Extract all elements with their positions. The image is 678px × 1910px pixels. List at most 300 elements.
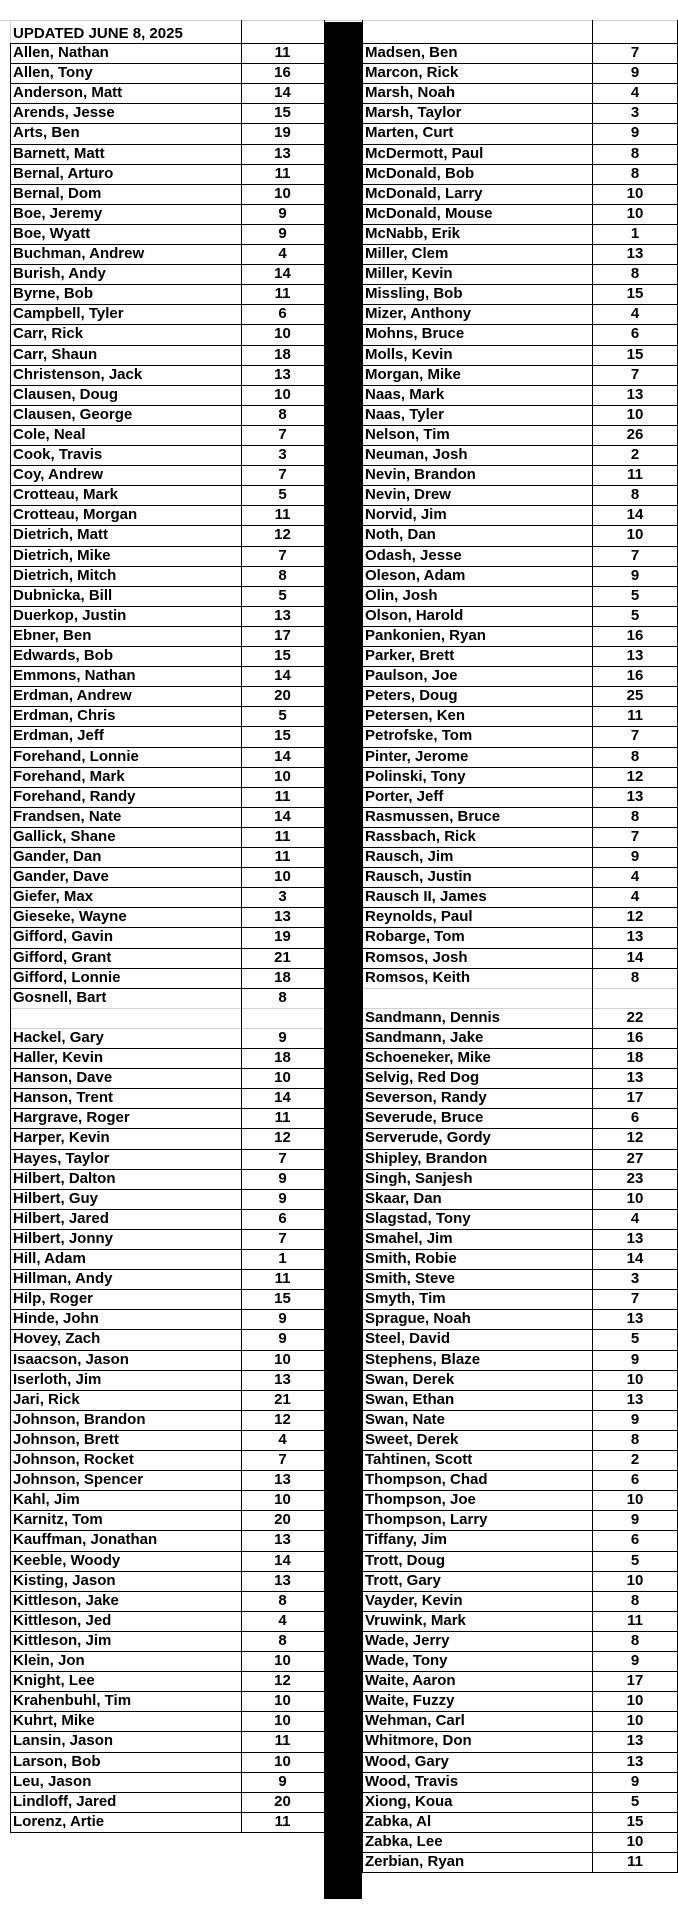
right-name-cell: Stephens, Blaze (365, 1350, 481, 1368)
grid-line-left (10, 1068, 324, 1069)
table-row (0, 1651, 678, 1671)
left-value-cell: 12 (274, 1410, 291, 1428)
left-name-cell: Edwards, Bob (13, 647, 114, 664)
grid-line-right (362, 1671, 678, 1672)
grid-line-left (10, 244, 324, 245)
right-value-cell: 16 (626, 1028, 644, 1046)
right-value-cell: 7 (630, 546, 640, 564)
right-name-cell: Petrofske, Tom (365, 727, 473, 745)
table-row (0, 304, 678, 324)
grid-line-right (362, 1752, 678, 1753)
table-row (0, 1711, 678, 1731)
grid-line-right (362, 224, 678, 225)
left-value-cell: 11 (274, 506, 291, 524)
table-row (0, 1551, 678, 1571)
right-value-cell: 9 (630, 1410, 640, 1428)
grid-line-left (10, 787, 324, 788)
right-value-cell: 8 (630, 807, 640, 825)
left-value-cell: 12 (274, 1672, 291, 1690)
grid-line-right (362, 747, 678, 748)
grid-line-right (362, 706, 678, 707)
right-name-cell: Marcon, Rick (365, 64, 459, 82)
grid-line-left (10, 345, 324, 346)
grid-line-left (10, 1128, 324, 1129)
grid-line-left (10, 1108, 324, 1109)
left-value-cell: 14 (274, 1551, 291, 1569)
left-name-cell (10, 1008, 240, 1028)
left-name-cell: Dietrich, Matt (13, 526, 109, 544)
grid-line-left (10, 1229, 324, 1230)
left-value-cell: 11 (274, 787, 291, 805)
left-name-cell: Lorenz, Artie (13, 1812, 105, 1830)
table-row (0, 867, 678, 887)
right-name-cell: Noth, Dan (365, 526, 436, 544)
table-row (0, 63, 678, 83)
left-value-cell: 9 (278, 224, 287, 242)
right-value-cell: 17 (626, 1089, 644, 1107)
grid-line-left (10, 566, 324, 567)
grid-line-vertical (592, 20, 593, 1872)
grid-line-right (362, 606, 678, 607)
grid-line-left (10, 1149, 324, 1150)
left-value-cell: 18 (274, 1049, 291, 1066)
right-value-cell: 10 (626, 1692, 644, 1710)
grid-line-right (362, 1329, 678, 1330)
left-value-cell: 9 (278, 1189, 287, 1207)
left-value-cell: 10 (274, 767, 291, 785)
grid-line-right (362, 1832, 678, 1833)
grid-line-left (10, 1410, 324, 1411)
right-name-cell: Mohns, Bruce (365, 325, 465, 343)
grid-line-left (10, 927, 324, 928)
grid-line-left (10, 1350, 324, 1351)
grid-line-vertical (362, 20, 363, 1872)
right-name-cell: Smith, Steve (365, 1270, 456, 1288)
grid-line-left (10, 63, 324, 64)
grid-line-right (362, 1068, 678, 1069)
left-name-cell: Hanson, Trent (13, 1089, 114, 1107)
left-name-cell: Duerkop, Justin (13, 606, 127, 624)
grid-line-left (10, 1269, 324, 1270)
grid-line-left (10, 1209, 324, 1210)
grid-line-right (362, 666, 678, 667)
left-name-cell: Erdman, Jeff (13, 727, 104, 745)
grid-line-right (362, 1510, 678, 1511)
table-row (0, 405, 678, 425)
table-row (0, 586, 678, 606)
table-row (0, 1329, 678, 1349)
grid-line-right (362, 1088, 678, 1089)
right-value-cell: 13 (626, 787, 644, 805)
grid-line-left (10, 425, 324, 426)
left-name-cell: Gifford, Gavin (13, 928, 114, 946)
table-row (0, 1631, 678, 1651)
right-name-cell: Steel, David (365, 1330, 451, 1348)
left-value-cell: 19 (274, 928, 291, 946)
table-row (0, 164, 678, 184)
left-name-cell (10, 1852, 240, 1872)
grid-line-right (362, 1691, 678, 1692)
grid-line-right (362, 566, 678, 567)
left-name-cell: Dietrich, Mike (13, 546, 111, 564)
grid-line-right (362, 927, 678, 928)
table-row (0, 1752, 678, 1772)
table-row (0, 948, 678, 968)
grid-line-left (10, 988, 324, 989)
right-name-cell: Rausch, Justin (365, 868, 472, 886)
right-value-cell: 25 (626, 687, 644, 705)
left-name-cell: Carr, Shaun (13, 345, 98, 363)
left-value-cell: 12 (274, 526, 291, 544)
left-value-cell (241, 1832, 324, 1852)
right-value-cell: 15 (626, 285, 644, 303)
table-row (0, 1390, 678, 1410)
left-value-cell: 16 (274, 64, 291, 82)
grid-line-left (10, 1792, 324, 1793)
left-value-cell: 6 (278, 1209, 287, 1227)
grid-line-right (362, 1370, 678, 1371)
right-value-cell: 5 (630, 586, 640, 604)
left-value-cell: 10 (274, 1652, 291, 1669)
grid-line-vertical (241, 20, 242, 1832)
grid-line-right (362, 948, 678, 949)
table-row (0, 1370, 678, 1390)
grid-line-right (362, 465, 678, 466)
table-row (0, 365, 678, 385)
right-value-cell: 18 (626, 1049, 644, 1066)
right-value-cell: 10 (626, 1712, 644, 1730)
left-value-cell: 5 (278, 586, 287, 604)
right-value-cell: 7 (630, 365, 640, 383)
left-value-cell: 5 (278, 707, 287, 725)
left-name-cell: Leu, Jason (13, 1772, 92, 1790)
right-name-cell: Swan, Ethan (365, 1390, 455, 1408)
left-name-cell: Clausen, Doug (13, 385, 119, 403)
table-row (0, 103, 678, 123)
right-name-cell: Tahtinen, Scott (365, 1451, 473, 1468)
grid-line-right (362, 1571, 678, 1572)
grid-line-left (10, 1289, 324, 1290)
table-row (0, 465, 678, 485)
grid-line-right (362, 304, 678, 305)
table-row (0, 747, 678, 767)
left-value-cell: 13 (274, 908, 291, 926)
right-name-cell: Wood, Gary (365, 1752, 449, 1770)
left-name-cell: Anderson, Matt (13, 84, 123, 102)
right-name-cell: Schoeneker, Mike (365, 1049, 491, 1066)
left-name-cell: Emmons, Nathan (13, 667, 136, 685)
left-value-cell: 10 (274, 325, 291, 343)
grid-line-left (10, 505, 324, 506)
right-name-cell: Marsh, Noah (365, 84, 456, 102)
grid-line-right (362, 164, 678, 165)
table-row (0, 1530, 678, 1550)
grid-line-left (10, 1631, 324, 1632)
left-value-cell: 11 (274, 827, 291, 845)
left-name-cell: Lindloff, Jared (13, 1792, 117, 1810)
right-value-cell: 13 (626, 1069, 644, 1087)
grid-line-right (362, 505, 678, 506)
left-value-cell: 14 (274, 667, 291, 685)
right-name-cell: McNabb, Erik (365, 224, 461, 242)
left-name-cell: Kittleson, Jake (13, 1591, 119, 1609)
right-value-cell: 4 (630, 888, 640, 906)
left-value-cell: 10 (274, 1491, 291, 1509)
table-row (0, 1289, 678, 1309)
right-value-cell: 9 (630, 124, 640, 142)
right-value-cell: 1 (630, 224, 640, 242)
left-name-cell: Kittleson, Jed (13, 1611, 112, 1629)
right-value-cell: 12 (626, 908, 644, 926)
right-value-cell: 4 (630, 305, 640, 323)
left-value-cell: 7 (278, 425, 287, 443)
grid-line-right (362, 425, 678, 426)
grid-line-left (10, 164, 324, 165)
table-row (0, 385, 678, 405)
left-name-cell: Hayes, Taylor (13, 1149, 110, 1167)
table-row (0, 144, 678, 164)
left-name-cell: Giefer, Max (13, 888, 94, 906)
grid-line-right (362, 646, 678, 647)
table-row (0, 345, 678, 365)
right-value-cell: 4 (630, 84, 640, 102)
grid-line-left (10, 1611, 324, 1612)
grid-line-right (362, 1229, 678, 1230)
right-name-cell: Reynolds, Paul (365, 908, 473, 926)
left-name-cell: Kahl, Jim (13, 1491, 80, 1509)
left-name-cell: Kuhrt, Mike (13, 1712, 95, 1730)
left-name-cell: Keeble, Woody (13, 1551, 121, 1569)
grid-line-right (362, 1048, 678, 1049)
right-name-cell: Nevin, Drew (365, 486, 451, 504)
grid-line-left (10, 706, 324, 707)
right-value-cell: 10 (626, 184, 644, 202)
left-name-cell: Gander, Dan (13, 848, 102, 865)
table-row (0, 284, 678, 304)
table-row (0, 224, 678, 244)
right-name-cell: Zerbian, Ryan (365, 1853, 465, 1870)
right-name-cell: Madsen, Ben (365, 44, 458, 61)
grid-line-right (362, 1209, 678, 1210)
right-value-cell: 14 (626, 506, 644, 524)
left-value-cell: 10 (274, 1712, 291, 1730)
grid-line-left (10, 807, 324, 808)
grid-line-right (362, 1289, 678, 1290)
grid-line-right (362, 1169, 678, 1170)
grid-line-left (10, 626, 324, 627)
grid-line-right (362, 485, 678, 486)
grid-line-right (362, 1792, 678, 1793)
left-value-cell: 8 (278, 1631, 287, 1649)
table-row (0, 1169, 678, 1189)
grid-line-left (10, 606, 324, 607)
grid-line-left (10, 726, 324, 727)
grid-line-left (10, 867, 324, 868)
left-value-cell: 10 (274, 1350, 291, 1368)
table-row (0, 1852, 678, 1872)
grid-line-left (10, 1832, 324, 1833)
table-row (0, 324, 678, 344)
right-value-cell: 6 (630, 325, 640, 343)
left-name-cell: Karnitz, Tom (13, 1511, 103, 1529)
table-row (0, 988, 678, 1008)
right-name-cell: Molls, Kevin (365, 345, 453, 363)
grid-line-right (362, 385, 678, 386)
grid-line-right (362, 365, 678, 366)
grid-line-left (10, 1450, 324, 1451)
grid-line-left (10, 747, 324, 748)
grid-line-left (10, 204, 324, 205)
right-name-cell: Oleson, Adam (365, 566, 466, 584)
table-row (0, 827, 678, 847)
right-value-cell: 27 (626, 1149, 644, 1167)
right-name-cell: Rausch II, James (365, 888, 487, 906)
right-value-cell: 11 (627, 1853, 643, 1870)
grid-line-title (10, 20, 11, 43)
left-name-cell: Lansin, Jason (13, 1732, 114, 1750)
right-name-cell: Miller, Kevin (365, 265, 453, 283)
left-value-cell: 9 (278, 1169, 287, 1187)
grid-line-left (10, 1691, 324, 1692)
right-value-cell: 2 (630, 446, 640, 463)
left-name-cell: Clausen, George (13, 405, 133, 423)
right-name-cell: Olson, Harold (365, 606, 464, 624)
grid-line-right (362, 1390, 678, 1391)
right-name-cell: Robarge, Tom (365, 928, 465, 946)
grid-line-left (10, 1530, 324, 1531)
right-value-cell: 11 (627, 707, 643, 725)
right-name-cell: McDonald, Mouse (365, 204, 493, 222)
right-value-cell: 7 (630, 727, 640, 745)
grid-line-left (10, 1731, 324, 1732)
table-row (0, 1792, 678, 1812)
left-name-cell: Cole, Neal (13, 425, 86, 443)
left-name-cell: Haller, Kevin (13, 1049, 104, 1066)
left-name-cell: Klein, Jon (13, 1652, 85, 1669)
grid-line-left (10, 83, 324, 84)
grid-line-left (10, 1189, 324, 1190)
left-name-cell: Gieseke, Wayne (13, 908, 127, 926)
right-name-cell: Sprague, Noah (365, 1310, 471, 1328)
right-value-cell: 6 (630, 1471, 640, 1489)
right-name-cell: Nevin, Brandon (365, 466, 476, 484)
grid-line-right (362, 123, 678, 124)
grid-line-right (362, 1490, 678, 1491)
right-name-cell: Zabka, Lee (365, 1832, 443, 1850)
left-name-cell: Johnson, Brandon (13, 1410, 146, 1428)
right-value-cell: 8 (630, 265, 640, 283)
left-value-cell: 20 (274, 1511, 291, 1529)
left-name-cell: Hovey, Zach (13, 1330, 101, 1348)
right-name-cell: Waite, Aaron (365, 1672, 456, 1690)
grid-line-right (362, 867, 678, 868)
grid-line-left (10, 1430, 324, 1431)
grid-line-right (362, 1731, 678, 1732)
right-value-cell: 16 (626, 626, 644, 644)
left-value-cell: 7 (278, 546, 287, 564)
table-row (0, 666, 678, 686)
right-name-cell: Tiffany, Jim (365, 1531, 447, 1549)
grid-line-left (10, 1752, 324, 1753)
table-row (0, 1731, 678, 1751)
left-value-cell: 4 (278, 245, 287, 262)
right-value-cell: 3 (630, 104, 640, 122)
left-name-cell: Kisting, Jason (13, 1571, 116, 1589)
right-value-cell: 4 (630, 868, 640, 886)
table-row (0, 1028, 678, 1048)
left-name-cell: Carr, Rick (13, 325, 84, 343)
right-name-cell: Smyth, Tim (365, 1290, 446, 1308)
right-name-cell: Odash, Jesse (365, 546, 462, 564)
left-name-cell: Kauffman, Jonathan (13, 1531, 158, 1549)
grid-line-right (362, 1651, 678, 1652)
left-name-cell: Gifford, Grant (13, 948, 112, 966)
right-value-cell: 6 (630, 1109, 640, 1127)
left-name-cell: Hilbert, Jonny (13, 1229, 114, 1247)
left-name-cell: Gander, Dave (13, 868, 109, 886)
grid-line-vertical (10, 43, 11, 1832)
right-value-cell: 16 (626, 667, 644, 685)
grid-line-left (10, 1028, 324, 1029)
table-row (0, 726, 678, 746)
grid-line-left (10, 1772, 324, 1773)
grid-line-right (362, 1008, 678, 1009)
grid-line-right (362, 546, 678, 547)
right-value-cell: 7 (630, 1290, 640, 1308)
table-row (0, 1812, 678, 1832)
grid-line-left (10, 1329, 324, 1330)
grid-line-right (362, 586, 678, 587)
left-value-cell: 8 (278, 405, 287, 423)
grid-line-left (10, 1591, 324, 1592)
table-row (0, 847, 678, 867)
left-name-cell (10, 1832, 240, 1852)
left-value-cell: 11 (274, 1109, 291, 1127)
grid-line-left (10, 686, 324, 687)
right-value-cell: 9 (630, 566, 640, 584)
table-row (0, 1510, 678, 1530)
grid-line-right (362, 807, 678, 808)
grid-line-right (362, 827, 678, 828)
left-name-cell: Erdman, Andrew (13, 687, 132, 705)
table-row (0, 546, 678, 566)
right-value-cell: 12 (626, 767, 644, 785)
left-value-cell: 19 (274, 124, 291, 142)
grid-line-left (10, 43, 324, 44)
right-name-cell: Norvid, Jim (365, 506, 447, 524)
left-name-cell: Barnett, Matt (13, 144, 105, 162)
right-name-cell: Shipley, Brandon (365, 1149, 488, 1167)
left-value-cell: 10 (274, 1692, 291, 1710)
left-name-cell: Campbell, Tyler (13, 305, 124, 323)
right-name-cell: Naas, Tyler (365, 405, 444, 423)
left-name-cell: Ebner, Ben (13, 626, 92, 644)
left-value-cell: 10 (274, 1752, 291, 1770)
right-value-cell: 9 (630, 848, 640, 865)
right-value-cell: 9 (630, 1652, 640, 1669)
right-value-cell: 10 (626, 526, 644, 544)
right-name-cell: Smith, Robie (365, 1250, 457, 1267)
right-value-cell: 5 (630, 1551, 640, 1569)
grid-line-right (362, 767, 678, 768)
grid-line-right (362, 43, 678, 44)
right-value-cell: 15 (626, 345, 644, 363)
left-name-cell: Boe, Wyatt (13, 224, 91, 242)
grid-line-left (10, 948, 324, 949)
grid-line-right (362, 144, 678, 145)
grid-line-left (10, 324, 324, 325)
left-name-cell: Cook, Travis (13, 446, 103, 463)
